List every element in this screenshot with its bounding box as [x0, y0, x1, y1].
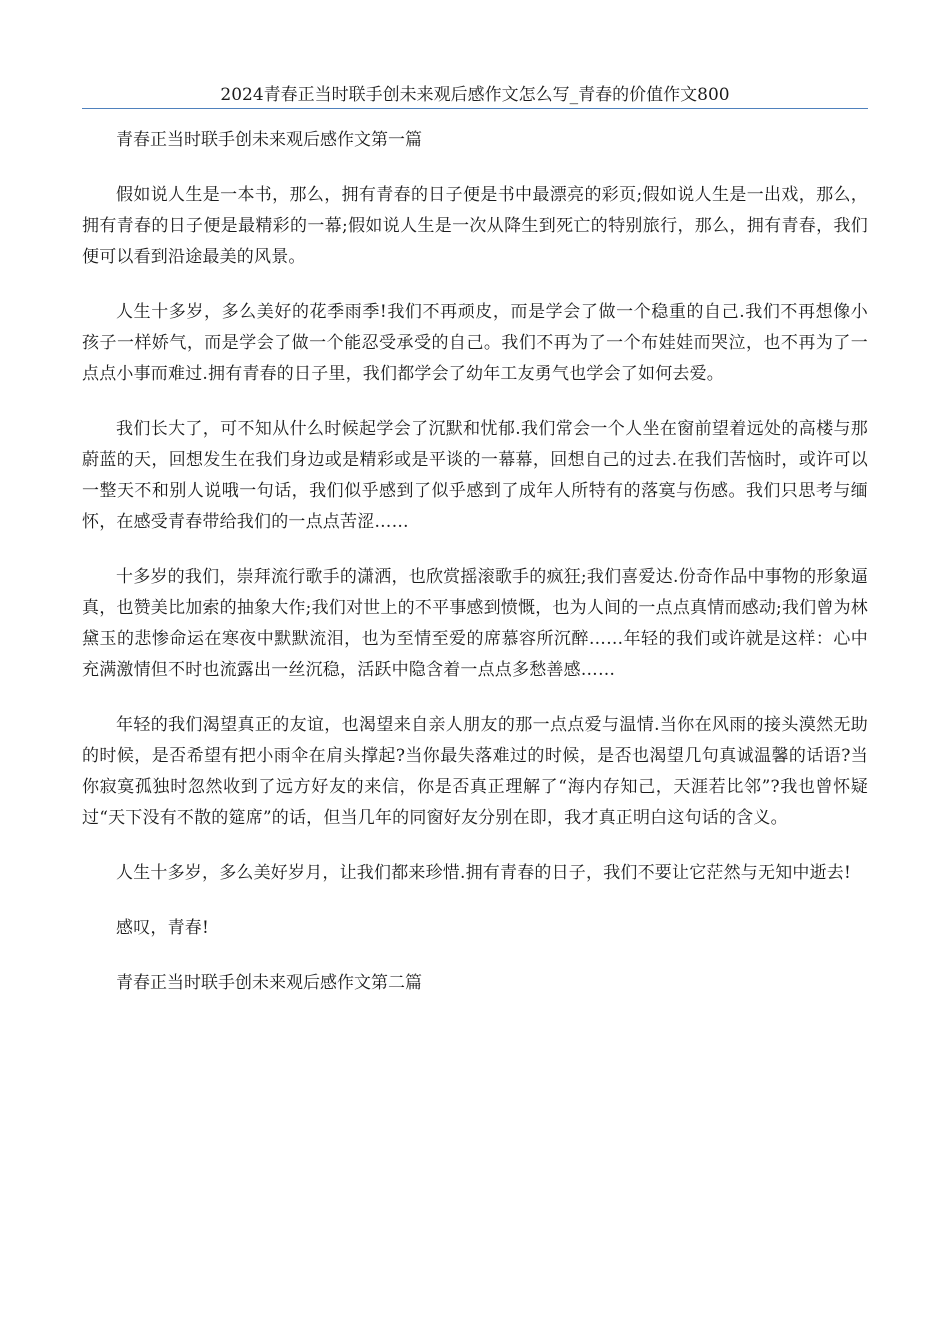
paragraph-3: 我们长大了，可不知从什么时候起学会了沉默和忧郁.我们常会一个人坐在窗前望着远处的高楼与那蔚蓝的天，回想发生在我们身边或是精彩或是平谈的一幕幕，回想自己的过去.在我们苦恼时，或许可以一整天不和别人说哦一句话，我们似乎感到了似乎感到了成年人所特有的落寞与伤感。我们只思考与缅怀，在感受青春带给我们的一点点苦涩……	[82, 419, 868, 532]
paragraph-6: 人生十多岁，多么美好岁月，让我们都来珍惜.拥有青春的日子，我们不要让它茫然与无知中逝去!	[116, 863, 852, 883]
page-header-title: 2024青春正当时联手创未来观后感作文怎么写_青春的价值作文800	[220, 85, 730, 105]
paragraph-2: 人生十多岁，多么美好的花季雨季!我们不再顽皮，而是学会了做一个稳重的自己.我们不再想像小孩子一样娇气，而是学会了做一个能忍受承受的自己。我们不再为了一个布娃娃而哭泣，也不再为了一点点小事而难过.拥有青春的日子里，我们都学会了幼年工友勇气也学会了如何去爱。	[82, 302, 868, 384]
paragraph-7: 感叹，青春!	[116, 918, 210, 938]
document-body	[82, 125, 868, 1023]
header-divider	[82, 108, 868, 109]
section-1-heading: 青春正当时联手创未来观后感作文第一篇	[116, 130, 422, 150]
paragraph-5: 年轻的我们渴望真正的友谊，也渴望来自亲人朋友的那一点点爱与温情.当你在风雨的接头漠然无助的时候，是否希望有把小雨伞在肩头撑起?当你最失落难过的时候，是否也渴望几句真诚温馨的话语?当你寂寞孤独时忽然收到了远方好友的来信，你是否真正理解了“海内存知己，天涯若比邻”?我也曾怀疑过“天下没有不散的筵席”的话，但当几年的同窗好友分别在即，我才真正明白这句话的含义。	[82, 715, 868, 828]
section-2-heading: 青春正当时联手创未来观后感作文第二篇	[116, 973, 422, 993]
paragraph-4: 十多岁的我们，崇拜流行歌手的潇洒，也欣赏摇滚歌手的疯狂;我们喜爱达.份奇作品中事物的形象逼真，也赞美比加索的抽象大作;我们对世上的不平事感到愤慨，也为人间的一点点真情而感动;我们曾为林黛玉的悲惨命运在寒夜中默默流泪，也为至情至爱的席慕容所沉醉……年轻的我们或许就是这样：心中充满激情但不时也流露出一丝沉稳，活跃中隐含着一点点多愁善感……	[82, 567, 868, 680]
paragraph-1: 假如说人生是一本书，那么，拥有青春的日子便是书中最漂亮的彩页;假如说人生是一出戏，那么，拥有青春的日子便是最精彩的一幕;假如说人生是一次从降生到死亡的特别旅行，那么，拥有青春，我们便可以看到沿途最美的风景。	[82, 185, 868, 267]
